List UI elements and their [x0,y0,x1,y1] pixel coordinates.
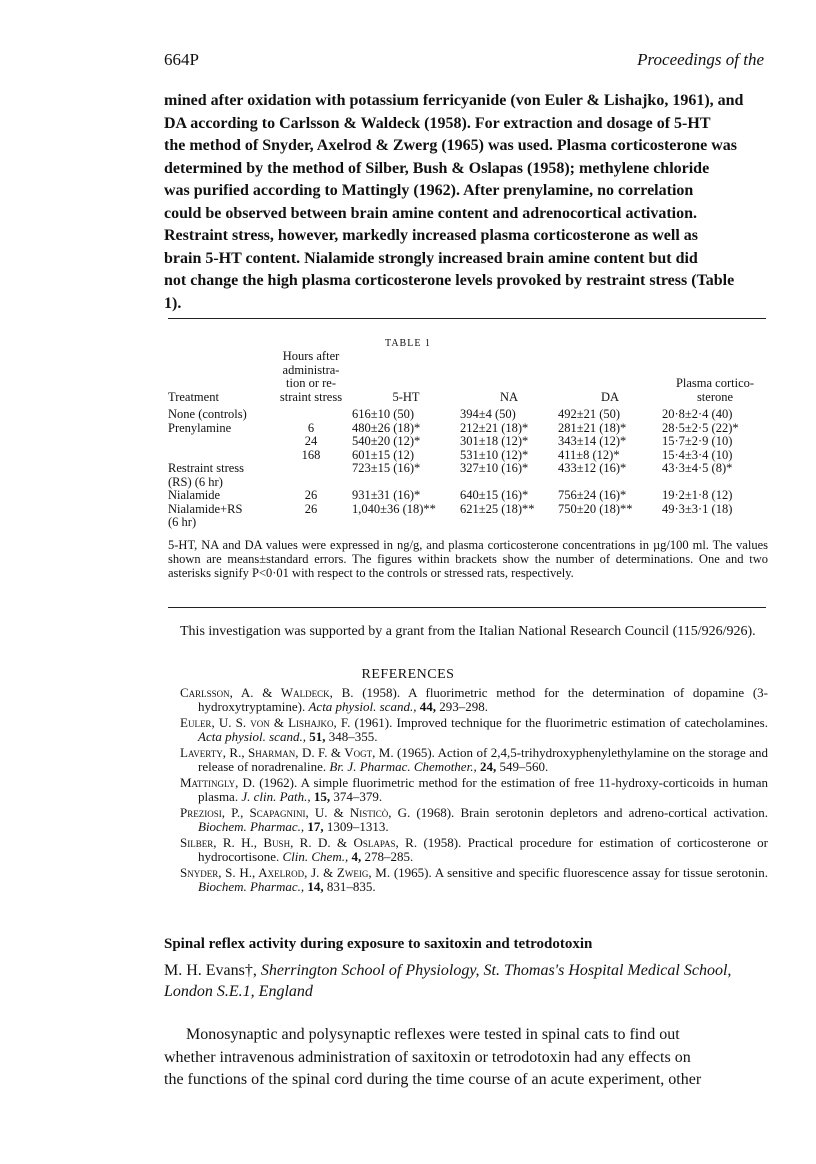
cell-na [460,476,558,490]
cell-da: 756±24 (16)* [558,488,627,502]
reference-pages: 293–298. [439,699,488,714]
reference-title: Improved technique for the fluorimetric estimation of catecholamines. [396,715,768,730]
text-line: could be observed between brain amine content and adrenocortical activation. [164,204,698,222]
cell-hours [270,516,352,530]
reference-volume: 44, [419,699,436,714]
cell-treatment: Prenylamine [168,420,232,435]
cell-da: 433±12 (16)* [558,461,627,475]
reference-volume: 4, [351,849,362,864]
reference-journal: Clin. Chem., [282,849,349,864]
reference-journal: Biochem. Pharmac., [198,819,305,834]
reference-item [180,776,768,804]
text-line: whether intravenous administration of saxitoxin or tetrodotoxin had any effects on [164,1048,691,1066]
cell-treatment: None (controls) [168,407,247,421]
cell-na: 531±10 (12)* [460,447,529,462]
cell-5ht: 480±26 (18)* [352,420,421,435]
text-line: not change the high plasma corticosterone levels provoked by restraint stress (Table [164,272,735,289]
cell-da: 281±21 (18)* [558,420,627,435]
header-plasma-line: Plasma cortico- [675,376,755,390]
cell-da: 343±14 (12)* [558,434,627,448]
cell-hours [270,408,352,422]
cell-plasma: 43·3±4·5 (8)* [662,461,733,475]
reference-title: Action of 2,4,5-trihydroxyphenylethylamine on the storage and release of noradrenaline. [198,745,768,774]
reference-authors: Preziosi, P., Scapagnini, U. & Nisticò, G. (1968). [180,805,455,820]
page-number: 664P [164,50,199,69]
reference-title: A fluorimetric method for the determination of dopamine (3-hydroxytryptamine). [198,685,768,714]
divider-bottom [168,607,766,608]
table-row [168,449,768,463]
table-row [168,462,768,476]
reference-volume: 14, [307,879,324,894]
reference-title: Practical procedure for estimation of corticosterone or hydrocortisone. [198,835,768,864]
header-da: DA [600,389,620,404]
text-line: Restraint stress, however, markedly increased plasma corticosterone as well as [164,227,698,244]
header-hours-line: straint stress [279,389,343,404]
author-name: M. H. Evans†, [164,962,257,979]
cell-hours: 26 [304,488,318,502]
article-authors [164,960,764,1002]
cell-hours: 168 [301,447,321,462]
text-line: 1). [164,294,182,312]
cell-plasma: 15·7±2·9 (10) [662,434,733,448]
support-statement: This investigation was supported by a grant from the Italian National Research Council (115/926/926). [180,624,756,639]
cell-hours [270,462,352,476]
reference-journal: Br. J. Pharmac. Chemother., [329,759,477,774]
table-row [168,422,768,436]
cell-na: 212±21 (18)* [460,420,529,435]
reference-journal: Acta physiol. scand., [308,699,417,714]
cell-treatment: (6 hr) [168,515,197,529]
reference-item [180,746,768,774]
reference-authors: Laverty, R., Sharman, D. F. & Vogt, M. (1965). [180,745,435,760]
header-plasma [662,350,768,408]
header-5ht: 5-HT [392,389,420,404]
text-line: DA according to Carlsson & Waldeck (1958). For extraction and dosage of 5-HT [164,114,711,132]
table-1 [168,350,768,530]
reference-volume: 17, [307,819,324,834]
reference-volume: 24, [479,759,497,774]
cell-da: 411±8 (12)* [558,447,620,462]
table-row [168,476,768,490]
running-title: Proceedings of the [637,50,764,69]
references-heading: REFERENCES [361,667,455,682]
cell-treatment [168,435,270,449]
text-line: the method of Snyder, Axelrod & Zwerg (1965) was used. Plasma corticosterone was [164,137,737,154]
cell-treatment: Restraint stress [168,461,245,475]
cell-na: 640±15 (16)* [460,488,529,502]
cell-plasma [662,476,768,490]
reference-item [180,716,768,744]
header-hours-line: tion or re- [286,376,336,390]
cell-treatment [168,449,270,463]
article-title: Spinal reflex activity during exposure to saxitoxin and tetrodotoxin [164,936,593,952]
divider-top [168,318,766,319]
cell-5ht: 931±31 (16)* [352,488,421,502]
table-row [168,435,768,449]
cell-hours: 24 [304,434,318,448]
reference-journal: Acta physiol. scand., [198,729,306,744]
reference-item [180,866,768,894]
header-treatment: Treatment [168,389,219,404]
reference-journal: Biochem. Pharmac., [198,879,305,894]
reference-title: A simple fluorimetric method for the estimation of free 11-hydroxy-corticoids in human plasma. [198,775,768,804]
cell-plasma [662,516,768,530]
header-na: NA [499,389,519,404]
reference-authors: Euler, U. S. von & Lishajko, F. (1961). [180,715,393,730]
cell-plasma: 19·2±1·8 (12) [662,488,733,502]
table-note: 5-HT, NA and DA values were expressed in ng/g, and plasma corticosterone concentrations in µg/100 ml. The values shown are means±standard errors. The figures within brackets show the number of determinations. One and two asterisks signify P<0·01 with respect to the controls or stressed rats, respectively. [168,538,768,580]
text-line: determined by the method of Silber, Bush & Oslapas (1958); methylene chloride [164,159,710,177]
reference-title: Brain serotonin depletors and adreno-cortical activation. [460,805,768,820]
reference-pages: 348–355. [328,729,378,744]
reference-pages: 374–379. [333,789,383,804]
cell-da: 750±20 (18)** [558,501,633,516]
cell-na: 394±4 (50) [460,407,516,421]
reference-pages: 278–285. [364,849,414,864]
cell-na: 301±18 (12)* [460,434,529,448]
reference-authors: Mattingly, D. (1962). [180,775,298,790]
cell-5ht: 1,040±36 (18)** [352,501,436,516]
cell-hours: 26 [304,501,318,516]
reference-pages: 831–835. [326,879,376,894]
cell-plasma: 20·8±2·4 (40) [662,407,733,421]
cell-5ht [352,516,460,530]
cell-5ht [352,476,460,490]
table-title: TABLE 1 [385,338,431,349]
text-line: brain 5-HT content. Nialamide strongly increased brain amine content but did [164,249,698,267]
cell-plasma: 15·4±3·4 (10) [662,447,733,462]
cell-na [460,516,558,530]
cell-5ht: 723±15 (16)* [352,461,421,475]
text-line: mined after oxidation with potassium ferricyanide (von Euler & Lishajko, 1961), and [164,92,744,109]
reference-volume: 51, [309,729,326,744]
text-line: Monosynaptic and polysynaptic reflexes were tested in spinal cats to find out [186,1026,680,1043]
reference-journal: J. clin. Path., [241,789,311,804]
cell-plasma: 49·3±3·1 (18) [662,501,733,516]
cell-plasma: 28·5±2·5 (22)* [662,420,739,435]
cell-da [558,476,662,490]
table-row [168,408,768,422]
cell-treatment: (RS) (6 hr) [168,474,223,489]
cell-na: 327±10 (16)* [460,461,529,475]
cell-hours: 6 [307,420,315,435]
text-line: was purified according to Mattingly (1962). After prenylamine, no correlation [164,182,694,199]
cell-treatment: Nialamide+RS [168,501,243,516]
cell-da: 492±21 (50) [558,407,621,421]
reference-authors: Carlsson, A. & Waldeck, B. (1958). [180,685,401,700]
cell-hours [270,476,352,490]
reference-item [180,686,768,714]
author-affiliation: Sherrington School of Physiology, St. Thomas's Hospital Medical School, London S.E.1, England [164,962,732,1000]
cell-5ht: 601±15 (12) [352,447,415,462]
table-row [168,503,768,517]
reference-item [180,836,768,864]
reference-authors: Snyder, S. H., Axelrod, J. & Zweig, M. (1965). [180,865,432,880]
paragraph-1 [164,90,769,315]
reference-authors: Silber, R. H., Bush, R. D. & Oslapas, R. (1958). [180,835,462,850]
table-header-row [168,350,768,408]
table-row [168,516,768,530]
header-plasma-line: sterone [696,389,734,404]
cell-da [558,516,662,530]
cell-5ht: 616±10 (50) [352,407,415,421]
text-line: the functions of the spinal cord during the time course of an acute experiment, other [164,1071,702,1088]
cell-na: 621±25 (18)** [460,501,535,516]
reference-pages: 1309–1313. [326,819,389,834]
reference-title: A sensitive and specific fluorescence assay for tissue serotonin. [434,865,768,880]
cell-5ht: 540±20 (12)* [352,434,421,448]
header-hours [270,350,352,408]
cell-treatment: Nialamide [168,488,221,502]
reference-pages: 549–560. [499,759,549,774]
header-hours-line: Hours after [282,349,340,363]
reference-volume: 15, [313,789,331,804]
reference-item [180,806,768,834]
references-list [180,686,768,896]
article-body [164,1024,769,1092]
header-hours-line: administra- [282,362,340,377]
table-row [168,489,768,503]
